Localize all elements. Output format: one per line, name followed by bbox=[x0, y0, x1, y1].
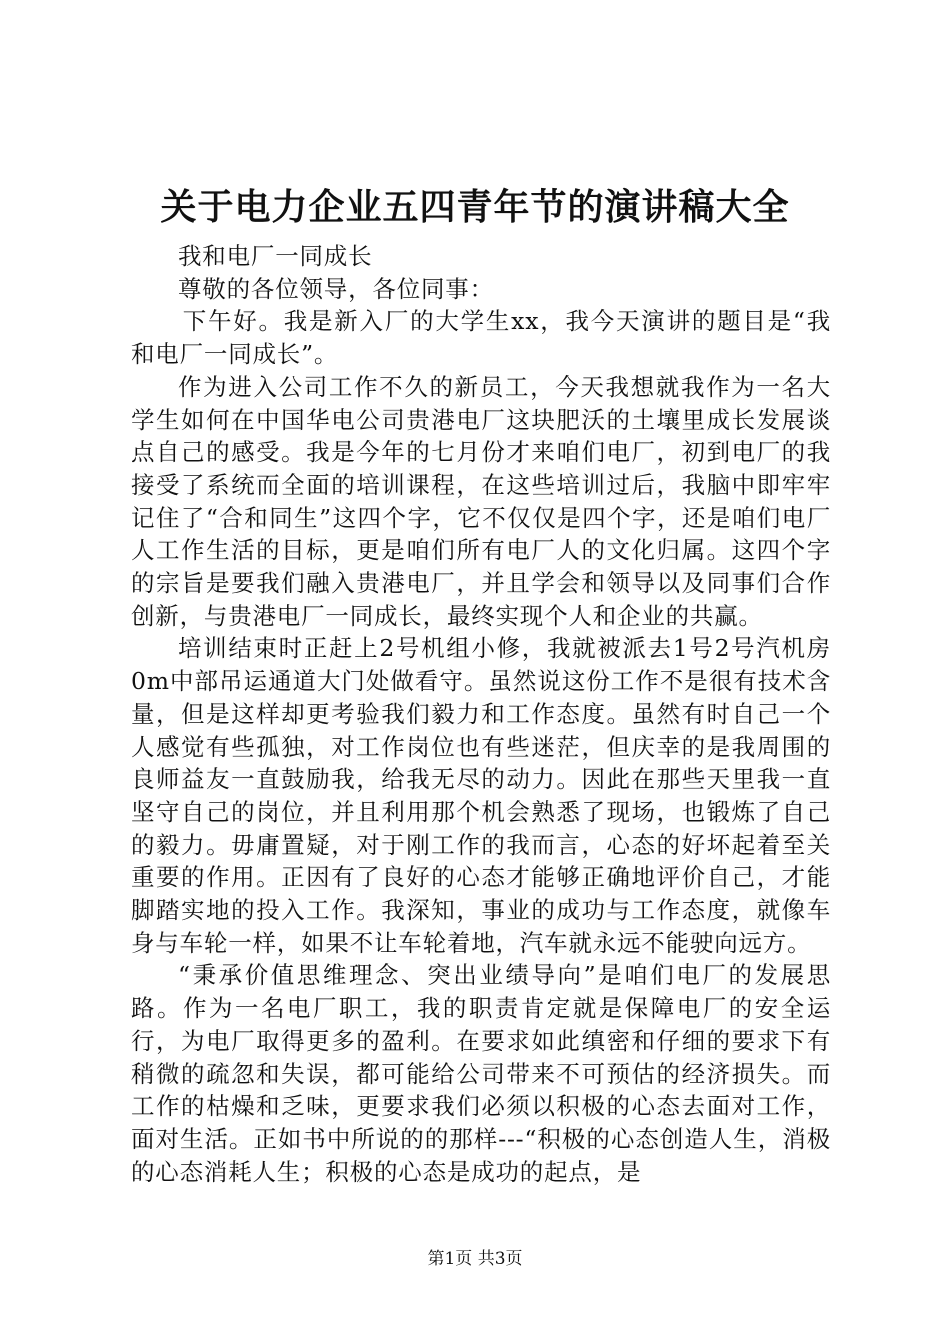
salutation: 尊敬的各位领导，各位同事： bbox=[178, 274, 494, 303]
paragraph-development: “秉承价值思维理念、突出业绩导向”是咱们电厂的发展思路。作为一名电厂职工，我的职责肯定就是保障电厂的安全运行，为电厂取得更多的盈利。在要求如此缜密和仔细的要求下有稍微的疏忽和失误，都可能给公司带来不可预估的经济损失。而工作的枯燥和乏味，更要求我们必须以积极的心态去面对工作，面对生活。正如书中所说的的那样---“积极的心态创造人生，消极的心态消耗人生；积极的心态是成功的起点，是 bbox=[131, 961, 831, 1186]
paragraph-training: 培训结束时正赶上2号机组小修，我就被派去1号2号汽机房0m中部吊运通道大门处做看守。虽然说这份工作不是很有技术含量，但是这样却更考验我们毅力和工作态度。虽然有时自己一个人感觉有些孤独，对工作岗位也有些迷茫，但庆幸的是我周围的良师益友一直鼓励我，给我无尽的动力。因此在那些天里我一直坚守自己的岗位，并且利用那个机会熟悉了现场，也锻炼了自己的毅力。毋庸置疑，对于刚工作的我而言，心态的好坏起着至关重要的作用。正因有了良好的心态才能够正确地评价自己，才能脚踏实地的投入工作。我深知，事业的成功与工作态度，就像车身与车轮一样，如果不让车轮着地，汽车就永远不能驶向远方。 bbox=[131, 634, 831, 957]
document-body bbox=[131, 240, 831, 1188]
speech-subtitle: 我和电厂一同成长 bbox=[178, 242, 373, 270]
paragraph-greeting: 下午好。我是新入厂的大学生xx，我今天演讲的题目是“我和电厂一同成长”。 bbox=[131, 307, 831, 369]
document-title: 关于电力企业五四青年节的演讲稿大全 bbox=[160, 186, 790, 228]
paragraph-introduction: 作为进入公司工作不久的新员工，今天我想就我作为一名大学生如何在中国华电公司贵港电厂这块肥沃的土壤里成长发展谈点自己的感受。我是今年的七月份才来咱们电厂，初到电厂的我接受了系统而全面的培训课程，在这些培训过后，我脑中即牢牢记住了“合和同生”这四个字，它不仅仅是四个字，还是咱们电厂人工作生活的目标，更是咱们所有电厂人的文化归属。这四个字的宗旨是要我们融入贵港电厂，并且学会和领导以及同事们合作创新，与贵港电厂一同成长，最终实现个人和企业的共赢。 bbox=[131, 372, 831, 630]
page-footer: 第1页 共3页 bbox=[427, 1249, 523, 1269]
